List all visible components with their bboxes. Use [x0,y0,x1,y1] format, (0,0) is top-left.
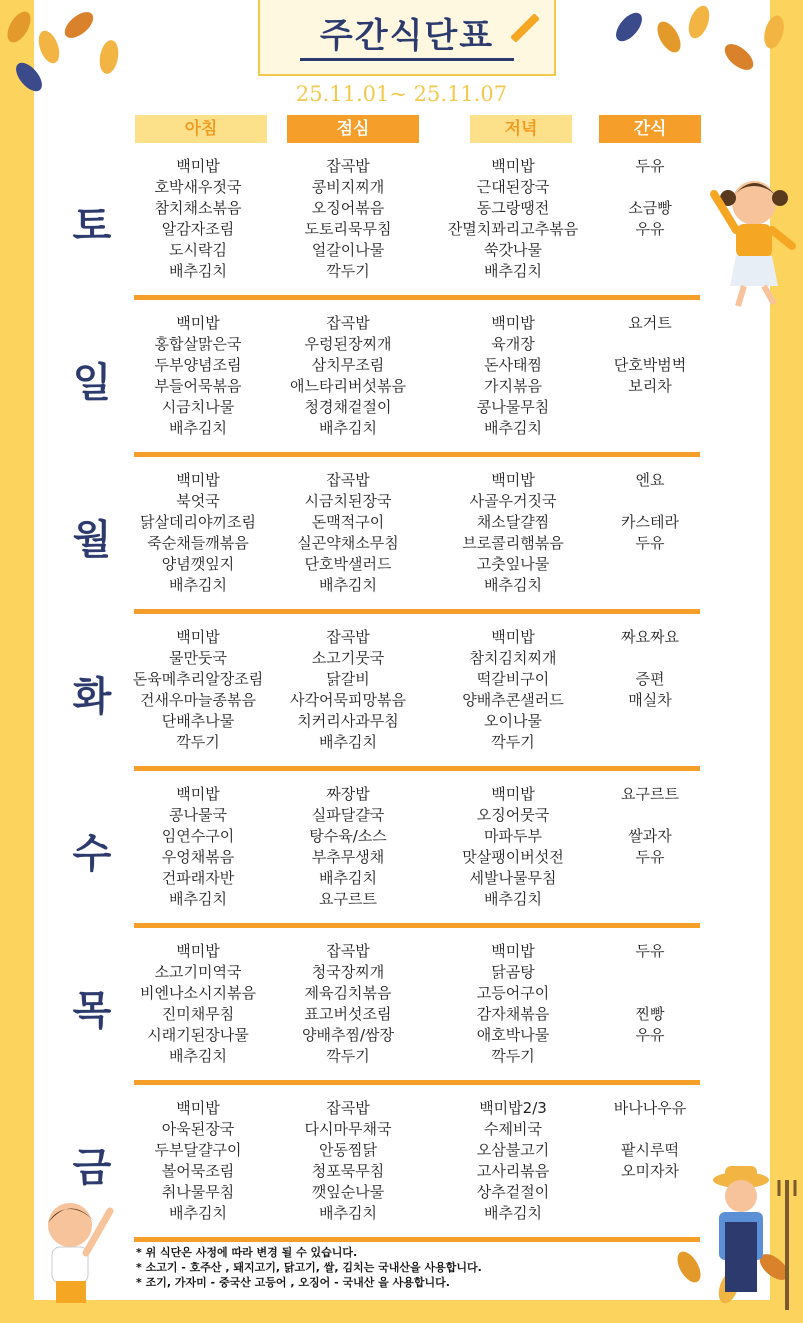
menu-item: 잡곡밥 [326,314,370,332]
menu-item [560,868,740,889]
menu-item: 임연수구이 [161,827,235,845]
day-label: 일 [72,360,112,406]
menu-item [560,889,740,910]
menu-cell-snack [560,941,740,1067]
menu-item: 백미밥 [176,471,220,489]
menu-item: 배추김치 [319,1204,377,1222]
menu-item: 소고기미역국 [154,963,242,981]
menu-item [560,491,740,512]
menu-item: 배추김치 [169,419,227,437]
menu-item: 삼치무조림 [311,356,385,374]
menu-item [560,1119,740,1140]
menu-item: 육개장 [491,335,535,353]
menu-item: 근대된장국 [476,178,550,196]
menu-item: 탕수육/소스 [309,827,387,845]
menu-item: 가지볶음 [484,377,542,395]
menu-item: 채소달걀찜 [476,513,550,531]
menu-item [560,334,740,355]
menu-item: 백미밥 [176,628,220,646]
girl-illustration [708,168,800,308]
menu-item [560,575,740,596]
menu-item: 호박새우젓국 [154,178,242,196]
menu-item: 백미밥 [176,1099,220,1117]
menu-item: 치커리사과무침 [297,712,399,730]
menu-item: 배추김치 [484,890,542,908]
menu-item: 배추김치 [169,890,227,908]
menu-item: 오이나물 [484,712,542,730]
menu-item: 콩나물무침 [476,398,550,416]
menu-item: 배추김치 [169,576,227,594]
menu-item: 보리차 [628,377,672,395]
menu-item: 고등어구이 [476,984,550,1002]
menu-item: 배추김치 [484,1204,542,1222]
menu-item: 백미밥 [176,942,220,960]
date-range: 25.11.01~ 25.11.07 [295,82,508,106]
note-line: * 위 식단은 사정에 따라 변경 될 수 있습니다. [136,1246,358,1259]
menu-item: 오삼불고기 [476,1141,550,1159]
menu-item: 단호박범벅 [613,356,687,374]
menu-item: 감자채볶음 [476,1005,550,1023]
menu-item: 잡곡밥 [326,471,370,489]
menu-item: 다시마무채국 [304,1120,392,1138]
menu-cell-lunch [258,470,438,596]
day-divider [134,1237,700,1242]
title-banner [258,0,556,76]
menu-item [560,554,740,575]
menu-item: 백미밥 [491,471,535,489]
menu-item: 단호박샐러드 [304,555,392,573]
menu-item: 진미채무침 [161,1005,235,1023]
menu-item: 우렁된장찌개 [304,335,392,353]
menu-item: 실파달걀국 [311,806,385,824]
day-divider [134,295,700,300]
menu-item: 백미밥 [491,942,535,960]
menu-item: 브로콜리햄볶음 [462,534,564,552]
menu-item: 배추김치 [169,262,227,280]
menu-item: 잡곡밥 [326,942,370,960]
menu-cell-lunch [258,313,438,439]
menu-item: 시금치나물 [161,398,235,416]
menu-item: 제육김치볶음 [304,984,392,1002]
menu-cell-lunch [258,941,438,1067]
menu-item: 양배추찜/쌈장 [302,1026,394,1044]
menu-item: 깍두기 [326,262,370,280]
note-line: * 소고기 - 호주산 , 돼지고기, 닭고기, 쌀, 김치는 국내산을 사용합니다. [136,1261,482,1274]
menu-item: 찐빵 [635,1005,665,1023]
menu-item: 깻잎순나물 [311,1183,385,1201]
menu-item: 콩비지찌개 [311,178,385,196]
menu-item: 깍두기 [326,1047,370,1065]
menu-item: 상추겉절이 [476,1183,550,1201]
menu-item: 물만둣국 [169,649,227,667]
menu-item [560,397,740,418]
menu-item: 단배추나물 [161,712,235,730]
menu-item: 청포묵무침 [311,1162,385,1180]
menu-item: 표고버섯조림 [304,1005,392,1023]
page-title: 주간식단표 [319,16,495,56]
menu-item: 배추김치 [319,869,377,887]
menu-item: 우엉채볶음 [161,848,235,866]
menu-cell-snack [560,313,740,439]
menu-item: 배추김치 [169,1047,227,1065]
column-header-lunch: 점심 [287,115,419,143]
menu-item: 도시락김 [169,241,227,259]
menu-item: 사각어묵피망볶음 [290,691,406,709]
boy-illustration [34,1195,120,1305]
menu-item [560,732,740,753]
menu-item: 건파래자반 [161,869,235,887]
menu-item: 백미밥 [176,785,220,803]
menu-item: 매실차 [628,691,672,709]
column-header-breakfast: 아침 [135,115,267,143]
menu-item: 팥시루떡 [621,1141,679,1159]
menu-item: 닭갈비 [326,670,370,688]
menu-item: 참치김치찌개 [469,649,557,667]
menu-item: 백미밥 [491,157,535,175]
menu-item: 짜요짜요 [621,628,679,646]
menu-item: 백미밥 [491,785,535,803]
menu-item [560,805,740,826]
menu-item: 깍두기 [491,733,535,751]
menu-item: 애호박나물 [476,1026,550,1044]
menu-item [560,983,740,1004]
menu-item: 청경채겉절이 [304,398,392,416]
menu-item: 닭살데리야끼조림 [140,513,256,531]
menu-item: 백미밥 [176,314,220,332]
menu-cell-lunch [258,156,438,282]
menu-item: 취나물무침 [161,1183,235,1201]
menu-item: 홍합살맑은국 [154,335,242,353]
menu-item: 우유 [635,220,665,238]
day-label: 수 [72,831,112,877]
menu-item: 두유 [635,848,665,866]
menu-cell-snack [560,470,740,596]
menu-item: 요구르트 [621,785,679,803]
menu-item: 깍두기 [491,1047,535,1065]
menu-item: 고사리볶음 [476,1162,550,1180]
menu-item: 떡갈비구이 [476,670,550,688]
menu-item [560,711,740,732]
menu-item: 고춧잎나물 [476,555,550,573]
day-label: 월 [72,517,112,563]
menu-cell-lunch [258,784,438,910]
menu-item: 마파두부 [484,827,542,845]
menu-item: 쌀과자 [628,827,672,845]
day-label: 화 [72,674,112,720]
menu-item: 돈육메추리알장조림 [132,670,264,688]
menu-item: 부들어묵볶음 [154,377,242,395]
menu-item: 안동찜닭 [319,1141,377,1159]
menu-item: 배추김치 [319,576,377,594]
menu-item: 백미밥 [176,157,220,175]
menu-item: 두유 [635,157,665,175]
menu-item: 카스테라 [621,513,679,531]
menu-item: 양배추콘샐러드 [462,691,564,709]
menu-item: 배추김치 [319,733,377,751]
menu-item: 쑥갓나물 [484,241,542,259]
menu-item: 죽순채들깨볶음 [147,534,249,552]
menu-item: 두부양념조림 [154,356,242,374]
menu-item: 콩나물국 [169,806,227,824]
menu-item: 돈맥적구이 [311,513,385,531]
menu-item: 볼어묵조림 [161,1162,235,1180]
day-divider [134,1080,700,1085]
menu-item: 사골우거짓국 [469,492,557,510]
menu-item: 시래기된장나물 [147,1026,249,1044]
menu-item: 오징어볶음 [311,199,385,217]
menu-item: 세발나물무침 [469,869,557,887]
day-divider [134,609,700,614]
day-divider [134,452,700,457]
menu-item [560,418,740,439]
menu-item: 북엇국 [176,492,220,510]
menu-cell-snack [560,784,740,910]
menu-item: 배추김치 [169,1204,227,1222]
menu-item: 배추김치 [484,419,542,437]
menu-item: 실곤약채소무침 [297,534,399,552]
day-label: 금 [72,1145,112,1191]
menu-item: 오징어뭇국 [476,806,550,824]
menu-item: 수제비국 [484,1120,542,1138]
menu-item: 잡곡밥 [326,1099,370,1117]
menu-item: 알감자조림 [161,220,235,238]
menu-item: 닭곰탕 [491,963,535,981]
menu-item: 동그랑땡전 [476,199,550,217]
menu-item: 깍두기 [176,733,220,751]
menu-item: 증편 [635,670,665,688]
menu-item: 시금치된장국 [304,492,392,510]
menu-item: 애느타리버섯볶음 [290,377,406,395]
menu-item: 소고기뭇국 [311,649,385,667]
farmer-illustration [695,1160,803,1320]
menu-item: 얼갈이나물 [311,241,385,259]
menu-cell-lunch [258,627,438,753]
menu-item: 부추무생채 [311,848,385,866]
menu-item: 두유 [635,534,665,552]
menu-item: 배추김치 [484,262,542,280]
menu-item: 백미밥2/3 [479,1099,547,1117]
menu-cell-lunch [258,1098,438,1224]
menu-item: 백미밥 [491,314,535,332]
menu-item: 요구르트 [319,890,377,908]
column-header-snack: 간식 [599,115,701,143]
menu-item [560,962,740,983]
menu-item: 도토리묵무침 [304,220,392,238]
menu-item [560,648,740,669]
column-header-dinner: 저녁 [470,115,572,143]
note-line: * 조기, 가자미 - 중국산 고등어 , 오징어 - 국내산 을 사용합니다. [136,1276,450,1289]
menu-item [560,1046,740,1067]
notes [136,1245,482,1290]
menu-item: 참치채소볶음 [154,199,242,217]
menu-item: 양념깻잎지 [161,555,235,573]
menu-item: 건새우마늘종볶음 [140,691,256,709]
day-divider [134,766,700,771]
day-label: 토 [72,203,112,249]
menu-item: 짜장밥 [326,785,370,803]
menu-item: 백미밥 [491,628,535,646]
title-underline [300,58,514,61]
menu-item: 아욱된장국 [161,1120,235,1138]
menu-item: 맛살팽이버섯전 [462,848,564,866]
menu-cell-snack [560,627,740,753]
menu-item: 돈사태찜 [484,356,542,374]
menu-item: 바나나우유 [613,1099,687,1117]
menu-item: 잔멸치꽈리고추볶음 [447,220,579,238]
menu-item: 비엔나소시지볶음 [140,984,256,1002]
menu-item: 우유 [635,1026,665,1044]
menu-item: 두유 [635,942,665,960]
day-divider [134,923,700,928]
menu-item: 잡곡밥 [326,628,370,646]
menu-item: 청국장찌개 [311,963,385,981]
menu-item: 엔요 [635,471,665,489]
menu-item: 잡곡밥 [326,157,370,175]
menu-item: 요거트 [628,314,672,332]
menu-item: 소금빵 [628,199,672,217]
day-label: 목 [72,988,112,1034]
menu-item: 두부달걀구이 [154,1141,242,1159]
menu-item: 배추김치 [484,576,542,594]
menu-item: 오미자차 [621,1162,679,1180]
menu-item: 배추김치 [319,419,377,437]
